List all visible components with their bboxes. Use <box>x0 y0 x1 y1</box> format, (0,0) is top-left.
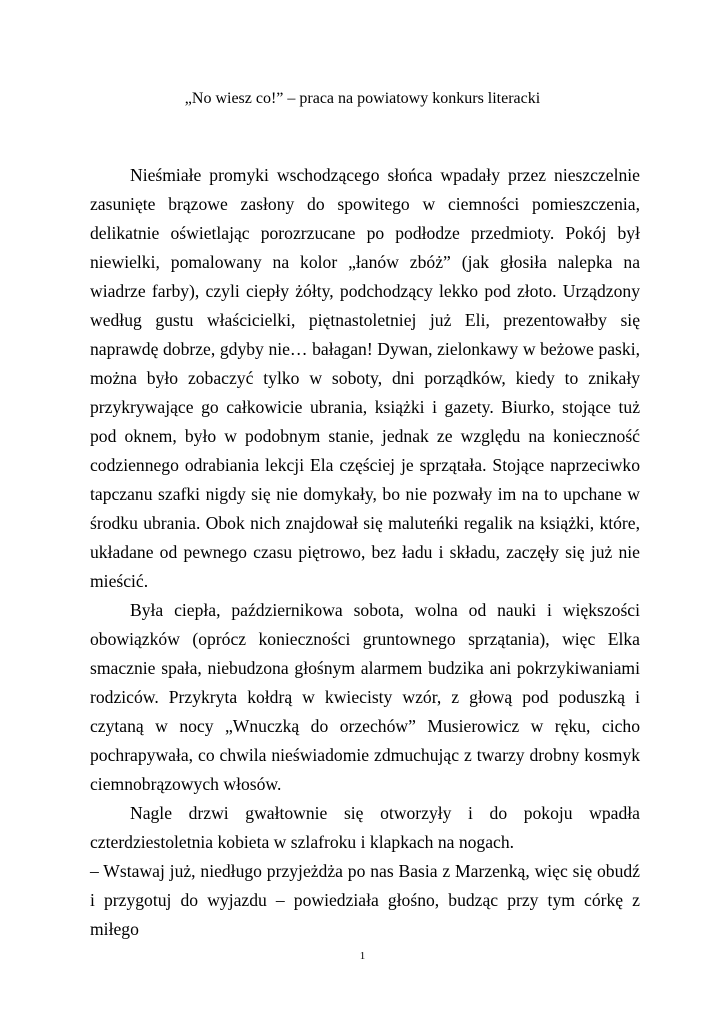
paragraph-mother-enters: Nagle drzwi gwałtownie się otworzyły i do pokoju wpadła czterdziestoletnia kobieta w szlafroku i klapkach na nogach. <box>90 803 640 852</box>
paragraph-room-description: Nieśmiałe promyki wschodzącego słońca wpadały przez nieszczelnie zasunięte brązowe zasłony do spowitego w ciemności pomieszczenia, delikatnie oświetlając porozrzucane po podłodze przedmioty. Pokój był niewielki, pomalowany na kolor „łanów zbóż” (jak głosiła nalepka na wiadrze farby), czyli ciepły żółty, podchodzący lekko pod złoto. Urządzony według gustu właścicielki, piętnastoletniej już Eli, prezentowałby się naprawdę dobrze, gdyby nie… bałagan! Dywan, zielonkawy w beżowe paski, można było zobaczyć tylko w soboty, dni porządków, kiedy to znikały przykrywające go całkowicie ubrania, książki i gazety. Biurko, stojące tuż pod oknem, było w podobnym stanie, jednak ze względu na konieczność codziennego odrabiania lekcji Ela częściej je sprzątała. Stojące naprzeciwko tapczanu szafki nigdy się nie domykały, bo nie pozwały im na to upchane w środku ubrania. Obok nich znajdował się maluteńki regalik na książki, które, układane od pewnego czasu piętrowo, bez ładu i składu, zaczęły się już nie mieścić. <box>90 165 640 591</box>
document-title: „No wiesz co!” – praca na powiatowy konkurs literacki <box>184 90 541 107</box>
document-body <box>90 161 640 944</box>
paragraph-dialogue: – Wstawaj już, niedługo przyjeżdża po nas Basia z Marzenką, więc się obudź i przygotuj do wyjazdu – powiedziała głośno, budząc przy tym córkę z miłego <box>90 861 640 939</box>
page-number: 1 <box>359 950 366 962</box>
paragraph-saturday-morning: Była ciepła, październikowa sobota, wolna od nauki i większości obowiązków (oprócz konieczności gruntownego sprzątania), więc Elka smacznie spała, niebudzona głośnym alarmem budzika ani pokrzykiwaniami rodziców. Przykryta kołdrą w kwiecisty wzór, z głową pod poduszką i czytaną w nocy „Wnuczką do orzechów” Musierowicz w ręku, cicho pochrapywała, co chwila nieświadomie zdmuchując z twarzy drobny kosmyk ciemnobrązowych włosów. <box>90 600 640 794</box>
